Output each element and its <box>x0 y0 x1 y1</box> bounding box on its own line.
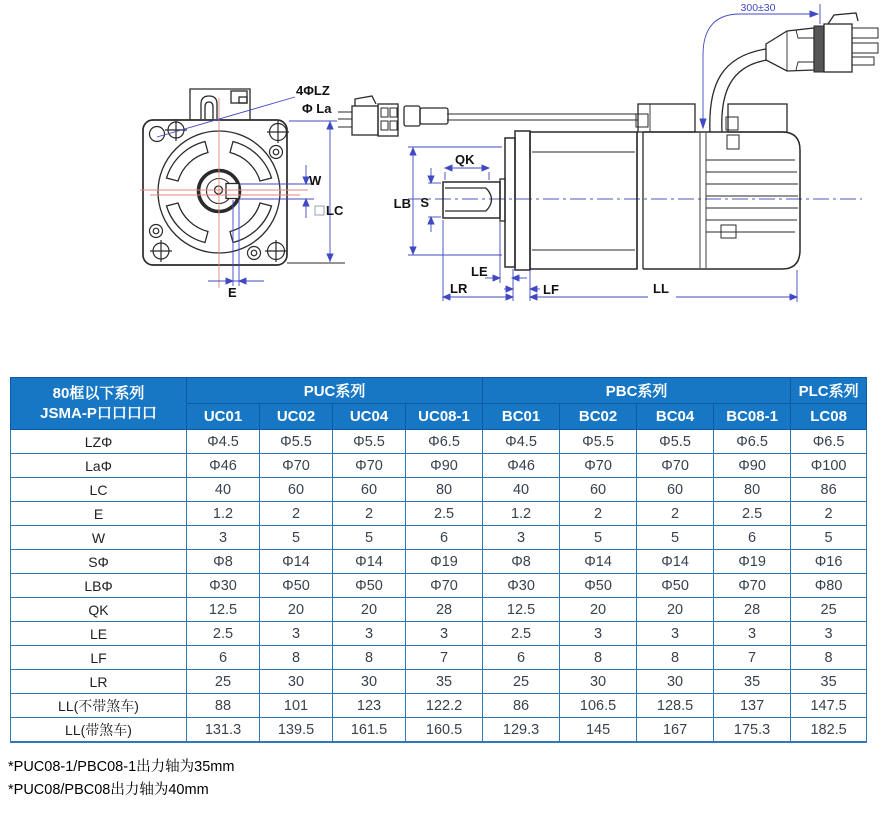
dimension-label-w: W <box>309 173 322 188</box>
value-cell: 3 <box>333 622 406 646</box>
value-cell: 6 <box>187 646 260 670</box>
value-cell: 137 <box>714 694 791 718</box>
value-cell: 3 <box>791 622 867 646</box>
value-cell: 2.5 <box>406 502 483 526</box>
param-cell: LZΦ <box>11 430 187 454</box>
value-cell: 3 <box>406 622 483 646</box>
model-header: UC04 <box>333 404 406 430</box>
value-cell: 60 <box>560 478 637 502</box>
value-cell: 3 <box>483 526 560 550</box>
table-row <box>11 694 867 718</box>
value-cell: Φ5.5 <box>560 430 637 454</box>
value-cell: 2 <box>560 502 637 526</box>
value-cell: Φ14 <box>260 550 333 574</box>
front-view-dimensions <box>157 97 337 286</box>
value-cell: 25 <box>483 670 560 694</box>
value-cell: Φ80 <box>791 574 867 598</box>
table-row <box>11 526 867 550</box>
motor-body <box>505 131 800 270</box>
value-cell: 147.5 <box>791 694 867 718</box>
model-header: UC01 <box>187 404 260 430</box>
footnote-2: *PUC08/PBC08出力轴为40mm <box>8 782 209 798</box>
value-cell: 80 <box>714 478 791 502</box>
series-group-header: PBC系列 <box>483 378 791 404</box>
value-cell: Φ19 <box>406 550 483 574</box>
side-view <box>338 13 878 270</box>
value-cell: 60 <box>637 478 714 502</box>
param-cell: LC <box>11 478 187 502</box>
value-cell: 5 <box>560 526 637 550</box>
value-cell: Φ90 <box>714 454 791 478</box>
value-cell: Φ70 <box>333 454 406 478</box>
value-cell: Φ70 <box>637 454 714 478</box>
dimension-label-qk: QK <box>455 152 475 167</box>
param-cell: E <box>11 502 187 526</box>
value-cell: 86 <box>483 694 560 718</box>
footnotes <box>8 757 234 803</box>
value-cell: 161.5 <box>333 718 406 743</box>
value-cell: 86 <box>791 478 867 502</box>
value-cell: Φ8 <box>483 550 560 574</box>
power-plug <box>766 13 878 72</box>
value-cell: 160.5 <box>406 718 483 743</box>
value-cell: Φ50 <box>637 574 714 598</box>
value-cell: 128.5 <box>637 694 714 718</box>
value-cell: 101 <box>260 694 333 718</box>
table-row <box>11 718 867 743</box>
value-cell: 5 <box>260 526 333 550</box>
value-cell: 25 <box>187 670 260 694</box>
value-cell: 3 <box>260 622 333 646</box>
value-cell: 6 <box>406 526 483 550</box>
value-cell: Φ14 <box>333 550 406 574</box>
spec-table <box>10 377 867 743</box>
table-row <box>11 502 867 526</box>
dimension-label-lc: LC <box>326 203 344 218</box>
value-cell: 7 <box>714 646 791 670</box>
shaft <box>443 179 505 221</box>
value-cell: Φ14 <box>560 550 637 574</box>
model-header: UC08-1 <box>406 404 483 430</box>
terminal-block <box>190 89 250 120</box>
value-cell: Φ6.5 <box>791 430 867 454</box>
value-cell: 28 <box>714 598 791 622</box>
series-group-header: PLC系列 <box>791 378 867 404</box>
value-cell: 2.5 <box>483 622 560 646</box>
model-header: BC08-1 <box>714 404 791 430</box>
param-cell: LE <box>11 622 187 646</box>
dimension-label-ll: LL <box>653 281 669 296</box>
value-cell: 30 <box>333 670 406 694</box>
table-row <box>11 670 867 694</box>
dimension-label-phila: Φ La <box>302 101 332 116</box>
value-cell: 122.2 <box>406 694 483 718</box>
value-cell: 131.3 <box>187 718 260 743</box>
value-cell: 30 <box>560 670 637 694</box>
spec-table-header <box>11 378 867 430</box>
value-cell: 3 <box>560 622 637 646</box>
motor-dimension-drawing <box>0 0 885 375</box>
spec-table-body <box>11 430 867 743</box>
param-cell: LL(带煞车) <box>11 718 187 743</box>
value-cell: Φ19 <box>714 550 791 574</box>
table-row <box>11 550 867 574</box>
value-cell: 25 <box>791 598 867 622</box>
param-cell: LR <box>11 670 187 694</box>
encoder-cable <box>338 96 638 136</box>
dimension-label-lf: LF <box>543 282 559 297</box>
encoder-connector <box>338 96 398 136</box>
value-cell: 6 <box>483 646 560 670</box>
value-cell: 35 <box>406 670 483 694</box>
value-cell: 3 <box>637 622 714 646</box>
value-cell: Φ8 <box>187 550 260 574</box>
model-header: UC02 <box>260 404 333 430</box>
value-cell: Φ50 <box>260 574 333 598</box>
value-cell: 7 <box>406 646 483 670</box>
value-cell: 106.5 <box>560 694 637 718</box>
value-cell: 1.2 <box>483 502 560 526</box>
value-cell: 12.5 <box>187 598 260 622</box>
value-cell: 2 <box>333 502 406 526</box>
value-cell: 8 <box>637 646 714 670</box>
param-cell: LF <box>11 646 187 670</box>
value-cell: 182.5 <box>791 718 867 743</box>
table-row <box>11 430 867 454</box>
value-cell: Φ46 <box>187 454 260 478</box>
value-cell: 8 <box>260 646 333 670</box>
value-cell: 2 <box>637 502 714 526</box>
value-cell: 30 <box>260 670 333 694</box>
value-cell: 129.3 <box>483 718 560 743</box>
table-row <box>11 646 867 670</box>
value-cell: 8 <box>791 646 867 670</box>
value-cell: Φ46 <box>483 454 560 478</box>
value-cell: 8 <box>333 646 406 670</box>
value-cell: 2.5 <box>187 622 260 646</box>
table-row <box>11 574 867 598</box>
value-cell: Φ6.5 <box>406 430 483 454</box>
value-cell: 20 <box>333 598 406 622</box>
value-cell: 5 <box>637 526 714 550</box>
value-cell: 123 <box>333 694 406 718</box>
model-header: LC08 <box>791 404 867 430</box>
footnote-1: *PUC08-1/PBC08-1出力轴为35mm <box>8 759 235 775</box>
value-cell: 20 <box>560 598 637 622</box>
dimension-label-cable-length: 300±30 <box>740 2 776 14</box>
front-view <box>140 89 345 288</box>
value-cell: 88 <box>187 694 260 718</box>
power-cable <box>710 13 878 132</box>
value-cell: Φ90 <box>406 454 483 478</box>
value-cell: 8 <box>560 646 637 670</box>
value-cell: Φ70 <box>560 454 637 478</box>
value-cell: Φ4.5 <box>187 430 260 454</box>
value-cell: 30 <box>637 670 714 694</box>
table-row <box>11 598 867 622</box>
dimension-label-s: S <box>420 195 429 210</box>
table-row <box>11 478 867 502</box>
dimension-label-lr: LR <box>450 281 468 296</box>
value-cell: 28 <box>406 598 483 622</box>
value-cell: 2 <box>260 502 333 526</box>
param-cell: LaΦ <box>11 454 187 478</box>
param-cell: QK <box>11 598 187 622</box>
cable-glands <box>636 104 787 132</box>
value-cell: Φ70 <box>260 454 333 478</box>
value-cell: 3 <box>714 622 791 646</box>
dimension-label-e: E <box>228 285 237 300</box>
value-cell: 167 <box>637 718 714 743</box>
value-cell: 60 <box>333 478 406 502</box>
value-cell: Φ50 <box>333 574 406 598</box>
param-cell: LL(不带煞车) <box>11 694 187 718</box>
value-cell: 20 <box>637 598 714 622</box>
model-header: BC02 <box>560 404 637 430</box>
value-cell: 60 <box>260 478 333 502</box>
value-cell: 35 <box>791 670 867 694</box>
value-cell: 6 <box>714 526 791 550</box>
value-cell: 12.5 <box>483 598 560 622</box>
value-cell: 175.3 <box>714 718 791 743</box>
table-corner-header: 80框以下系列 JSMA-P口口口口 <box>11 378 187 430</box>
value-cell: 40 <box>187 478 260 502</box>
param-cell: SΦ <box>11 550 187 574</box>
model-header: BC04 <box>637 404 714 430</box>
centerlines-front <box>140 98 308 288</box>
value-cell: 139.5 <box>260 718 333 743</box>
value-cell: Φ70 <box>406 574 483 598</box>
dimension-label-lb: LB <box>393 196 411 211</box>
table-row <box>11 454 867 478</box>
value-cell: Φ4.5 <box>483 430 560 454</box>
value-cell: 2.5 <box>714 502 791 526</box>
value-cell: 35 <box>714 670 791 694</box>
value-cell: Φ5.5 <box>637 430 714 454</box>
value-cell: 40 <box>483 478 560 502</box>
value-cell: Φ30 <box>483 574 560 598</box>
value-cell: Φ30 <box>187 574 260 598</box>
value-cell: 145 <box>560 718 637 743</box>
value-cell: 20 <box>260 598 333 622</box>
cooling-fins <box>706 160 798 232</box>
value-cell: Φ16 <box>791 550 867 574</box>
value-cell: Φ5.5 <box>333 430 406 454</box>
series-group-header: PUC系列 <box>187 378 483 404</box>
value-cell: 5 <box>333 526 406 550</box>
value-cell: 3 <box>187 526 260 550</box>
dimension-label-le: LE <box>471 264 488 279</box>
value-cell: Φ14 <box>637 550 714 574</box>
value-cell: Φ5.5 <box>260 430 333 454</box>
value-cell: 80 <box>406 478 483 502</box>
value-cell: Φ70 <box>714 574 791 598</box>
value-cell: 1.2 <box>187 502 260 526</box>
model-header: BC01 <box>483 404 560 430</box>
value-cell: 2 <box>791 502 867 526</box>
param-cell: W <box>11 526 187 550</box>
value-cell: Φ50 <box>560 574 637 598</box>
value-cell: Φ100 <box>791 454 867 478</box>
table-row <box>11 622 867 646</box>
value-cell: 5 <box>791 526 867 550</box>
param-cell: LBΦ <box>11 574 187 598</box>
dimension-label-4philz: 4ΦLZ <box>296 83 330 98</box>
value-cell: Φ6.5 <box>714 430 791 454</box>
